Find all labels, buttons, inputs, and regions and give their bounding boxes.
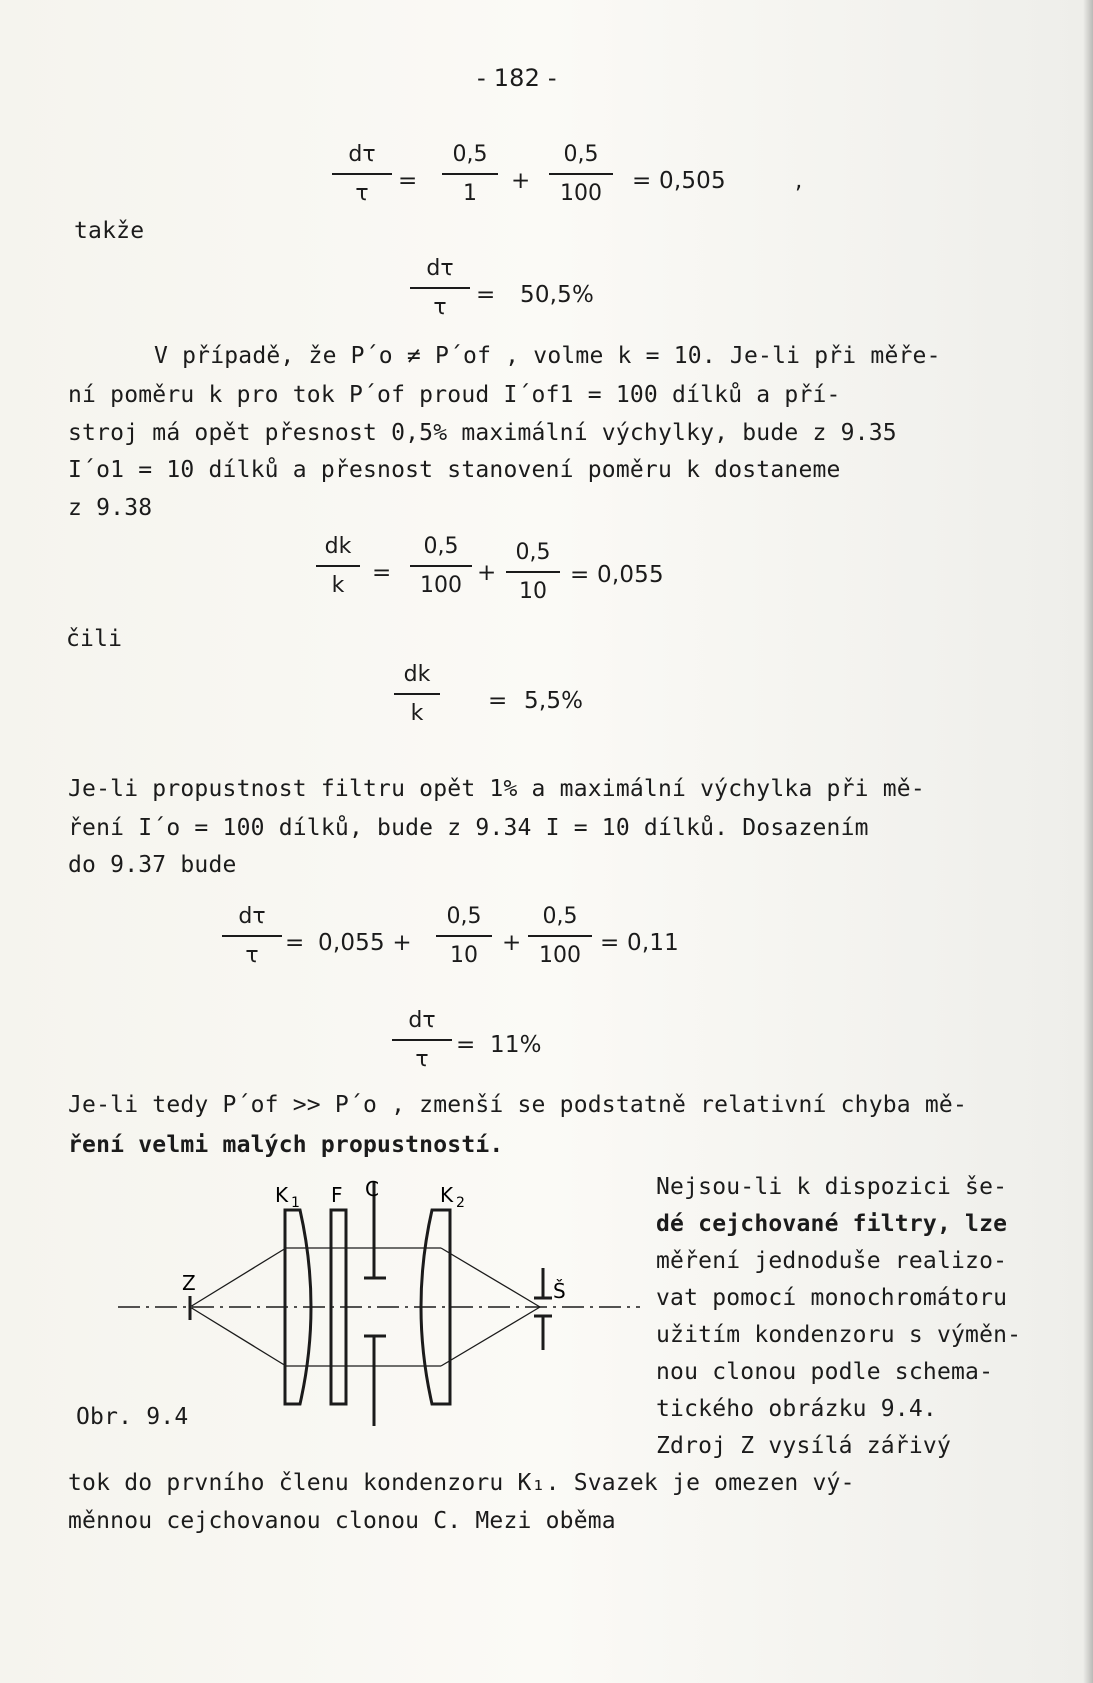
eq1-lhs-num: dτ [348,142,376,167]
eq1-result: = 0,505 [632,168,726,194]
word-takze: takže [74,218,145,244]
para2-line1: Je-li propustnost filtru opět 1% a maximální výchylka při mě- [68,776,925,802]
eq3-fraction-1: 0,5 100 [410,534,472,599]
right-col-line4: vat pomocí monochromátoru [656,1285,1008,1311]
eq5-plus: + [502,930,522,956]
figure-caption: Obr. 9.4 [76,1404,189,1430]
figure-label-c: C [365,1177,379,1201]
eq1-equals: = [398,168,418,194]
para2-line2: ření I´o = 100 dílků, bude z 9.34 I = 10 dílků. Dosazením [68,815,869,841]
eq5-equals: = [285,930,305,956]
eq2-result: 50,5% [520,282,595,308]
right-col-line1: Nejsou-li k dispozici še- [656,1174,1008,1200]
figure-label-z: Z [182,1271,196,1295]
eq6-lhs-fraction: dτ τ [392,1008,452,1073]
eq4-result: 5,5% [524,688,584,714]
eq6-result: 11% [490,1032,542,1058]
para3-line1: Je-li tedy P´of >> P´o , zmenší se podstatně relativní chyba mě- [68,1092,968,1118]
eq1-fraction-2: 0,5 100 [549,142,613,207]
right-col-line6: nou clonou podle schema- [656,1359,994,1385]
eq4-equals: = [488,688,508,714]
figure-label-k1: K [275,1183,289,1207]
eq2-equals: = [476,282,496,308]
figure-label-k1-sub: 1 [291,1195,300,1211]
eq1-fraction-1: 0,5 1 [442,142,498,207]
figure-9-4-diagram [110,1170,650,1430]
eq6-equals: = [456,1032,476,1058]
right-col-line3: měření jednoduše realizo- [656,1248,1008,1274]
eq3-plus: + [477,560,497,586]
eq1-lhs-fraction [332,142,392,207]
eq5-fraction-2: 0,5 100 [528,904,592,969]
page-number: - 182 - [477,64,557,92]
para3-line2: ření velmi malých propustností. [68,1132,504,1158]
para1-line2: ní poměru k pro tok P´of proud I´of1 = 100 dílků a pří- [68,382,841,408]
final-line2: měnnou cejchovanou clonou C. Mezi oběma [68,1508,616,1534]
eq3-equals: = [372,560,392,586]
right-col-line5: užitím kondenzoru s výměn- [656,1322,1022,1348]
eq5-fraction-1: 0,5 10 [436,904,492,969]
para1-line4: I´o1 = 10 dílků a přesnost stanovení poměru k dostaneme [68,457,841,483]
para1-line3: stroj má opět přesnost 0,5% maximální výchylky, bude z 9.35 [68,420,897,446]
eq3-fraction-2: 0,5 10 [506,540,560,605]
right-col-line2: dé cejchované filtry, lze [656,1211,1008,1237]
eq2-lhs-fraction: dτ τ [410,256,470,321]
eq5-result: = 0,11 [600,930,679,956]
eq3-lhs-fraction: dk k [316,534,360,599]
final-line1: tok do prvního členu kondenzoru K₁. Svazek je omezen vý- [68,1470,855,1496]
para1-line5: z 9.38 [68,495,153,521]
para1-line1: V případě, že P´o ≠ P´of , volme k = 10. Je-li při měře- [154,343,941,369]
right-col-line8: Zdroj Z vysílá zářivý [656,1433,951,1459]
eq1-plus: + [511,168,531,194]
figure-label-k2: K [440,1183,454,1207]
eq1-comma: , [795,168,803,194]
eq4-lhs-fraction: dk k [394,662,440,727]
right-col-line7: tického obrázku 9.4. [656,1396,937,1422]
eq5-lhs-fraction: dτ τ [222,904,282,969]
page-edge-shadow [1083,0,1093,1683]
para2-line3: do 9.37 bude [68,852,237,878]
eq3-result: = 0,055 [570,562,664,588]
figure-label-f: F [331,1183,343,1207]
figure-label-s: Š [553,1279,566,1303]
word-cili: čili [66,626,123,652]
figure-label-k2-sub: 2 [456,1195,465,1211]
eq5-middle-term: 0,055 + [318,930,412,956]
eq1-lhs-den: τ [355,181,369,207]
